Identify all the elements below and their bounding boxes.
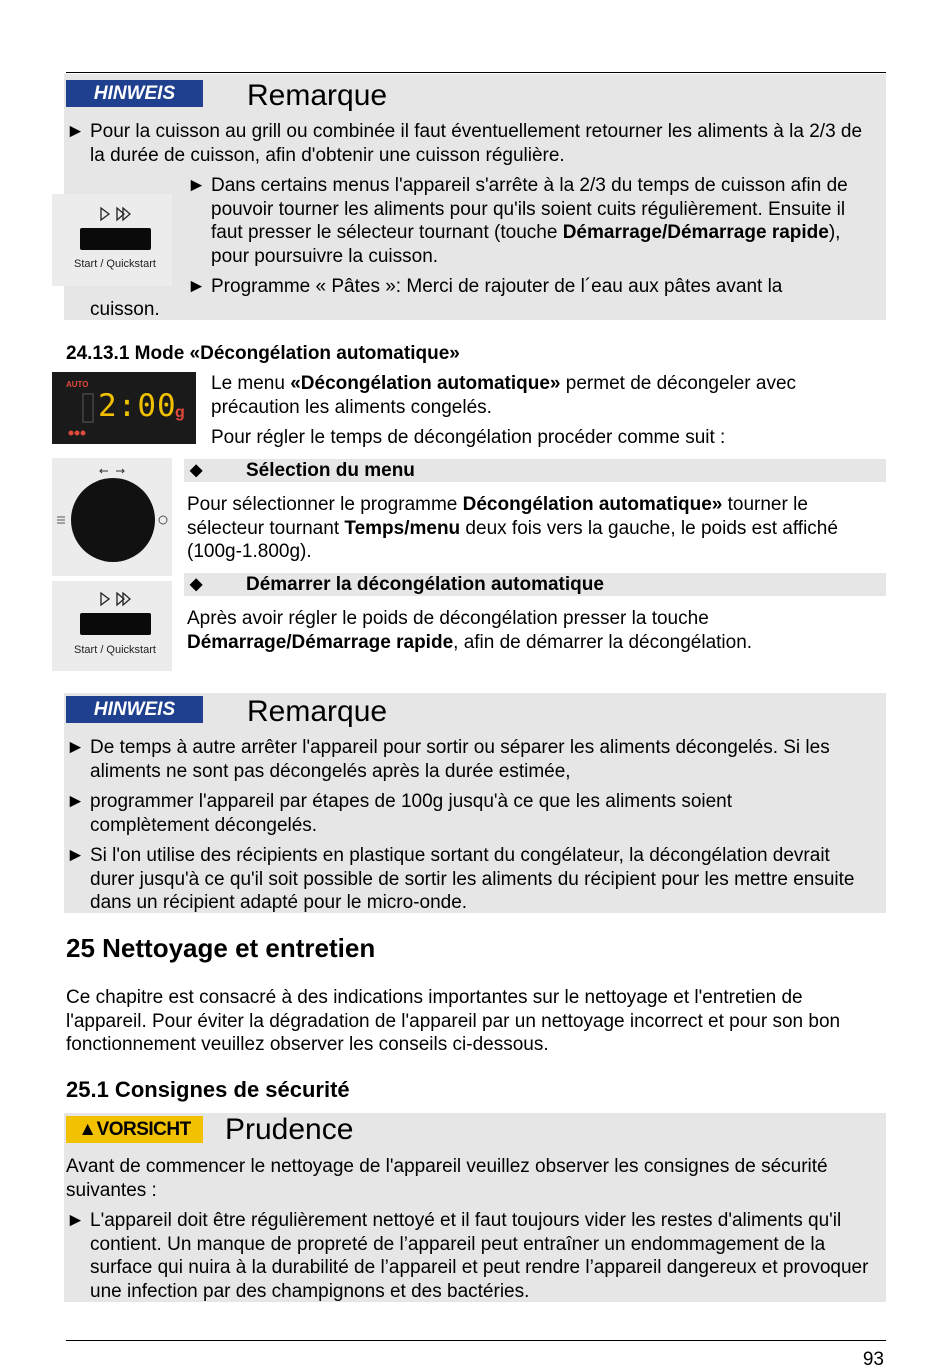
note-bullet-continuation: cuisson. <box>90 299 160 320</box>
caution-title: Prudence <box>225 1113 354 1146</box>
note-bullet: ► De temps à autre arrêter l'appareil pour sortir ou séparer les aliments décongelés. Si les aliments ne sont pas décongelés après la durée estimée, <box>66 737 830 782</box>
note-bullet: ► programmer l'appareil par étapes de 100g jusqu'à ce que les aliments soient complètement décongelés. <box>66 791 733 836</box>
start-button-label: Start / Quickstart <box>74 258 156 270</box>
step-heading-start-defrost: ◆ Démarrer la décongélation automatique <box>184 573 886 596</box>
diamond-icon: ◆ <box>190 576 203 593</box>
note-title: Remarque <box>247 695 388 728</box>
caution-intro: Avant de commencer le nettoyage de l'appareil veuillez observer les consignes de sécurité suivantes : <box>66 1156 828 1201</box>
display-time: 2:00 <box>98 388 177 424</box>
footer-rule <box>66 1340 886 1341</box>
rotary-knob-icon <box>52 458 172 576</box>
start-button-image <box>52 194 172 286</box>
play-quickstart-icon <box>52 194 172 286</box>
section-heading-25-1: 25.1 Consignes de sécurité <box>66 1077 350 1102</box>
play-quickstart-icon <box>52 581 172 671</box>
step1-paragraph: Pour sélectionner le programme Décongélation automatique» tourner le sélecteur tournant Temps/menu deux fois vers la gauche, le poids est affiché (100g-1.800g). <box>187 494 838 562</box>
display-mode-label: AUTO <box>66 380 89 389</box>
display-panel-image <box>52 372 196 444</box>
chapter-heading-25: 25 Nettoyage et entretien <box>66 933 376 963</box>
note-title: Remarque <box>247 79 388 112</box>
note-bullet: ► Si l'on utilise des récipients en plastique sortant du congélateur, la décongélation devrait durer jusqu'à ce qu'il soit possible de sortir les aliments du récipient pour les mettre ensuite dans un récipient adapté pour le micro-onde. <box>66 845 855 913</box>
intro-paragraph-2: Pour régler le temps de décongélation procéder comme suit : <box>211 427 726 448</box>
display-unit: g <box>175 404 185 421</box>
vorsicht-badge: ▲VORSICHT <box>66 1116 203 1143</box>
intro-paragraph: Le menu «Décongélation automatique» permet de décongeler avec précaution les aliments congelés. <box>211 373 797 418</box>
step2-paragraph: Après avoir régler le poids de décongélation presser la touche Démarrage/Démarrage rapide, afin de démarrer la décongélation. <box>187 608 753 653</box>
diamond-icon: ◆ <box>190 462 203 479</box>
start-button-label: Start / Quickstart <box>74 644 156 656</box>
page-number: 93 <box>862 1349 884 1370</box>
warning-triangle-icon: ▲ <box>78 1119 97 1140</box>
caution-bullet: ► L'appareil doit être régulièrement nettoyé et il faut toujours vider les restes d'aliments qu'il contient. Un manque de propreté de l’appareil peut entraîner un endommagement de la surface qui nuira à la durabilité de l’appareil et peut rendre l’appareil dangereux et provoquer une infection par des champignons et des bactéries. <box>66 1210 869 1302</box>
note-bullet: ► Pour la cuisson au grill ou combinée il faut éventuellement retourner les aliments à la 2/3 de la durée de cuisson, afin d'obtenir une cuisson régulière. <box>66 121 863 166</box>
note-bullet: ► Dans certains menus l'appareil s'arrête à la 2/3 du temps de cuisson afin de pouvoir tourner les aliments pour qu'ils soient cuits régulièrement. Ensuite il faut presser le sélecteur tournant (touche Démarrage/Démarrage rapide), pour poursuivre la cuisson. <box>187 175 848 267</box>
note-bullet: ► Programme « Pâtes »: Merci de rajouter de l´eau aux pâtes avant la <box>187 276 783 297</box>
start-button-image <box>52 581 172 671</box>
top-rule <box>66 72 886 73</box>
hinweis-badge: HINWEIS <box>66 80 203 107</box>
step-heading-menu-selection: ◆ Sélection du menu <box>184 459 886 482</box>
hinweis-badge: HINWEIS <box>66 696 203 723</box>
chapter-25-paragraph: Ce chapitre est consacré à des indications importantes sur le nettoyage et l'entretien de l'appareil. Pour éviter la dégradation de l'appareil par un nettoyage incorrect et pour son bon fonctionnement veuillez observer les conseils ci-dessous. <box>66 987 841 1055</box>
display-indicator-icons <box>52 372 196 444</box>
rotary-knob-image <box>52 458 172 576</box>
section-heading-24-13-1: 24.13.1 Mode «Décongélation automatique» <box>66 343 460 364</box>
